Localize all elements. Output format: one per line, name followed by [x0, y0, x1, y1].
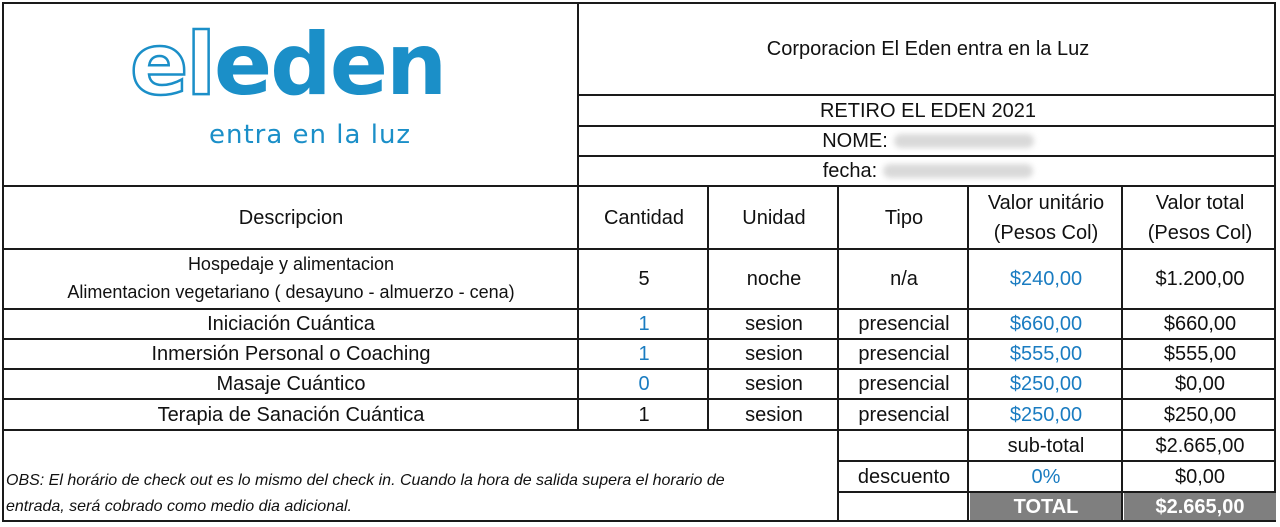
- cell-valor-total: $0,00: [1174, 373, 1226, 395]
- cell-valor-unitario: $555,00: [1009, 343, 1083, 365]
- discount-value: $0,00: [1174, 465, 1226, 488]
- cell-unidad: sesion: [745, 373, 803, 395]
- cell-unidad: sesion: [745, 313, 803, 335]
- name-field: [580, 127, 1276, 155]
- obs-line2: entrada, será cobrado como medio dia adicional.: [6, 497, 352, 515]
- cell-valor-unitario: $660,00: [1009, 313, 1083, 335]
- col-valor-unitario-line2: (Pesos Col): [993, 222, 1099, 244]
- desc-line2: Alimentacion vegetariano ( desayuno - almuerzo - cena): [67, 282, 515, 302]
- cell-valor-total: $1.200,00: [1155, 268, 1245, 290]
- divider: [577, 125, 1276, 127]
- obs-note: [6, 468, 826, 519]
- col-unidad: Unidad: [742, 207, 806, 229]
- obs-line1: OBS: El horário de check out es lo mismo del check in. Cuando la hora de salida supera el horario de: [6, 472, 725, 489]
- divider: [837, 491, 1276, 493]
- divider: [837, 460, 1276, 462]
- col-valor-total-line1: Valor total: [1155, 192, 1245, 214]
- subtotal-value: $2.665,00: [1155, 434, 1245, 457]
- cell-valor-unitario: $240,00: [1009, 268, 1083, 290]
- cell-unidad: noche: [746, 268, 802, 290]
- company-name: Corporacion El Eden entra en la Luz: [766, 38, 1090, 60]
- col-cantidad: Cantidad: [603, 207, 685, 229]
- cell-cantidad: 5: [638, 268, 650, 290]
- cell-cantidad: 1: [638, 343, 650, 365]
- cell-valor-unitario: $250,00: [1009, 373, 1083, 395]
- divider: [2, 398, 1276, 400]
- logo-prefix: el: [130, 15, 214, 115]
- cell-unidad: sesion: [745, 343, 803, 365]
- col-valor-total: [1124, 188, 1276, 248]
- logo-tagline: entra en la luz: [209, 120, 412, 150]
- divider: [577, 155, 1276, 157]
- cell-cantidad: 0: [638, 373, 650, 395]
- divider: [967, 186, 969, 522]
- total-value: $2.665,00: [1124, 493, 1276, 520]
- cell-descripcion: Masaje Cuántico: [216, 373, 366, 395]
- divider: [2, 429, 1276, 431]
- date-label: fecha:: [822, 160, 878, 182]
- divider: [2, 308, 1276, 310]
- cell-tipo: presencial: [858, 403, 950, 426]
- col-descripcion: Descripcion: [238, 207, 344, 229]
- total-label: TOTAL: [970, 493, 1122, 520]
- col-tipo: Tipo: [884, 207, 924, 229]
- cell-valor-total: $660,00: [1163, 313, 1237, 335]
- subtotal-label: sub-total: [1007, 434, 1085, 457]
- cell-unidad: sesion: [745, 403, 803, 426]
- cell-tipo: n/a: [890, 268, 918, 290]
- divider: [577, 94, 1276, 96]
- date-field: [580, 157, 1276, 185]
- logo-wordmark: [130, 15, 446, 115]
- cell-valor-unitario: $250,00: [1009, 403, 1083, 426]
- cell-tipo: presencial: [858, 313, 950, 335]
- cell-valor-total: $250,00: [1163, 403, 1237, 426]
- discount-pct: 0%: [1031, 465, 1061, 488]
- divider: [2, 185, 1276, 187]
- event-title: RETIRO EL EDEN 2021: [819, 100, 1036, 122]
- cell-descripcion: Terapia de Sanación Cuántica: [157, 403, 425, 426]
- cell-tipo: presencial: [858, 373, 950, 395]
- cell-cantidad: 1: [638, 403, 650, 426]
- name-label: NOME:: [822, 130, 888, 152]
- discount-label: descuento: [857, 466, 951, 488]
- divider: [1121, 186, 1123, 522]
- logo-name: eden: [213, 15, 446, 115]
- cell-descripcion: Iniciación Cuántica: [207, 313, 375, 335]
- cell-descripcion: Inmersión Personal o Coaching: [151, 343, 431, 365]
- divider: [2, 338, 1276, 340]
- cell-tipo: presencial: [858, 343, 950, 365]
- cell-valor-total: $555,00: [1163, 343, 1237, 365]
- col-valor-unitario: [970, 188, 1122, 248]
- table-row-desc: [4, 250, 578, 308]
- redacted-date: [883, 164, 1033, 178]
- col-valor-unitario-line1: Valor unitário: [987, 192, 1105, 214]
- col-valor-total-line2: (Pesos Col): [1147, 222, 1253, 244]
- cell-cantidad: 1: [638, 313, 650, 335]
- desc-line1: Hospedaje y alimentacion: [187, 254, 395, 275]
- divider: [2, 248, 1276, 250]
- divider: [837, 186, 839, 522]
- redacted-name: [894, 134, 1034, 148]
- divider: [2, 368, 1276, 370]
